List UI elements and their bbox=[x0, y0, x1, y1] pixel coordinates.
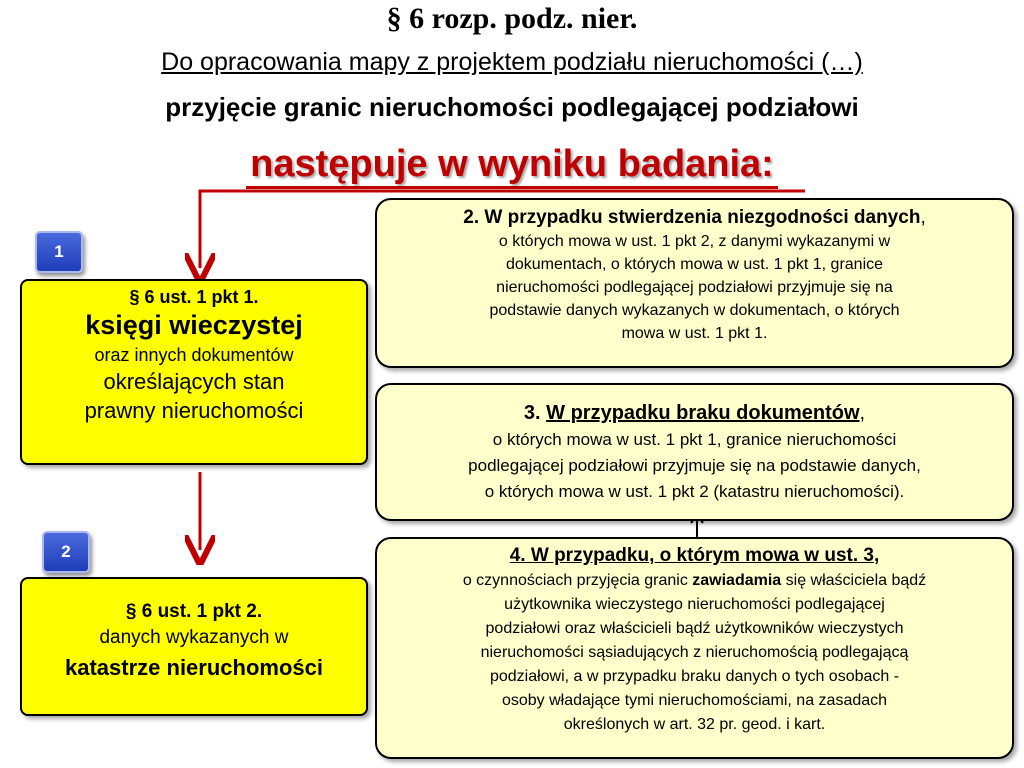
provision-box-4 bbox=[375, 537, 1014, 759]
provision-heading: 4. W przypadku, o którym mowa w ust. 3, bbox=[509, 545, 880, 566]
provision-line: podziałowi oraz właścicieli bądź użytkowników wieczystych bbox=[485, 620, 904, 637]
provision-heading-comma: , bbox=[920, 207, 926, 228]
left-box-cadastre bbox=[20, 577, 368, 716]
slide-heading: przyjęcie granic nieruchomości podlegającej podziałowi bbox=[165, 92, 859, 122]
provision-text: się właściciela bądź bbox=[781, 572, 927, 589]
provision-line: osoby władające tymi nieruchomościami, na zasadach bbox=[501, 692, 888, 709]
provision-line: podstawie danych wykazanych w dokumentach, o których bbox=[489, 302, 900, 319]
box-line: oraz innych dokumentów bbox=[94, 345, 294, 365]
emphasis-colon: : bbox=[761, 143, 774, 185]
box-main: katastrze nieruchomości bbox=[65, 655, 323, 680]
provision-heading: 2. W przypadku stwierdzenia niezgodności danych bbox=[463, 207, 921, 228]
box-line: prawny nieruchomości bbox=[84, 398, 304, 423]
provision-box-3 bbox=[375, 383, 1014, 521]
box-line: określających stan bbox=[103, 369, 285, 394]
step-badge-1: 1 bbox=[35, 231, 83, 273]
provision-line: nieruchomości podlegającej podziałowi przyjmuje się na bbox=[496, 279, 893, 296]
provision-line: użytkownika wieczystego nieruchomości podlegającej bbox=[504, 596, 885, 613]
provision-line: określonych w art. 32 pr. geod. i kart. bbox=[563, 716, 826, 733]
provision-line: nieruchomości sąsiadujących z nieruchomością podlegającą bbox=[480, 644, 909, 661]
box-line: danych wykazanych w bbox=[99, 627, 289, 648]
provision-line: podziałowi, a w przypadku braku danych o tych osobach - bbox=[489, 668, 900, 685]
provision-text: o czynnościach przyjęcia granic bbox=[462, 572, 693, 589]
provision-line: podlegającej podziałowi przyjmuje się na podstawie danych, bbox=[468, 456, 921, 475]
provision-line: o których mowa w ust. 1 pkt 1, granice nieruchomości bbox=[492, 430, 897, 449]
provision-line: o których mowa w ust. 1 pkt 2 (katastru nieruchomości). bbox=[484, 482, 905, 501]
provision-line: o których mowa w ust. 1 pkt 2, z danymi wykazanymi w bbox=[498, 233, 891, 250]
provision-box-2 bbox=[375, 198, 1014, 368]
left-box-land-register bbox=[20, 279, 368, 465]
step-badge-2: 2 bbox=[42, 531, 90, 573]
provision-bold-word: zawiadamia bbox=[692, 572, 782, 589]
provision-line: mowa w ust. 1 pkt 1. bbox=[621, 325, 768, 342]
slide-subtitle: Do opracowania mapy z projektem podziału nieruchomości (…) bbox=[161, 48, 863, 76]
box-main: księgi wieczystej bbox=[85, 310, 303, 340]
emphasis-text: następuje w wyniku badania bbox=[250, 143, 762, 185]
provision-number: 3. bbox=[523, 402, 547, 424]
slide-title: § 6 rozp. podz. nier. bbox=[386, 2, 638, 35]
box-ref: § 6 ust. 1 pkt 1. bbox=[129, 287, 259, 307]
provision-heading-comma: , bbox=[859, 402, 866, 424]
provision-heading: W przypadku braku dokumentów bbox=[546, 402, 860, 424]
box-ref: § 6 ust. 1 pkt 2. bbox=[125, 601, 263, 622]
provision-line: dokumentach, o których mowa w ust. 1 pkt 1, granice bbox=[505, 256, 884, 273]
